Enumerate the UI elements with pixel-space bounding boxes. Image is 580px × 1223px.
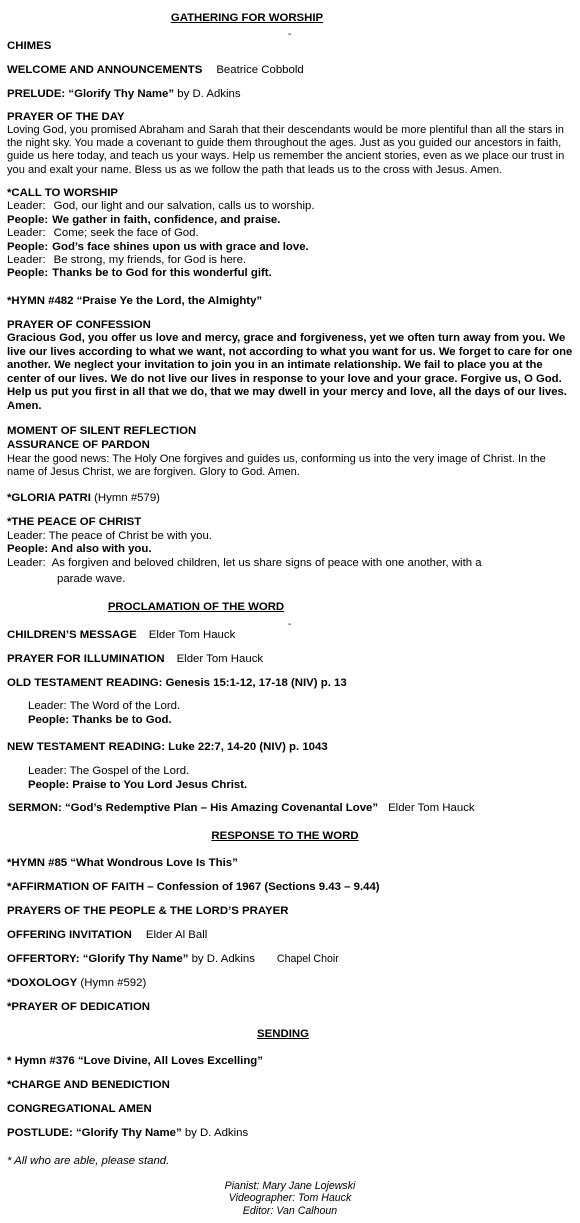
peace-leader-2-text: As forgiven and beloved children, let us share signs of peace with one another, with a [51,557,482,569]
doxology-label: *DOXOLOGY [7,977,78,989]
childrens-label: CHILDREN’S MESSAGE [7,629,137,641]
sermon-line [8,802,475,815]
call-text: God’s face shines upon us with grace and love. [52,241,309,253]
call-text: Be strong, my friends, for God is here. [53,254,247,266]
prelude-by: by D. Adkins [174,88,241,100]
confession-text: Gracious God, you offer us love and mercy, grace and forgiveness, yet we often turn away from you. We live our lives according to what we want, not according to what you want for us. We forget to care for one another. We neglect your invitation to join you in an intimate relationship. We fail to place you at the center of our lives. We do not live our lives in response to your love and your grace. Forgive us, O God. Help us put you first in all that we do, that we may dwell in your mercy and love, all the days of our lives. Amen. [7,332,573,412]
illumination-leader: Elder Tom Hauck [176,653,264,665]
hymn-482: *HYMN #482 “Praise Ye the Lord, the Almighty” [7,295,263,307]
nt-reading: NEW TESTAMENT READING: Luke 22:7, 14-20 (NIV) p. 1043 [7,741,328,753]
call-text: Thanks be to God for this wonderful gift. [52,267,272,279]
call-title: *CALL TO WORSHIP [7,187,118,199]
peace-leader-2 [7,557,482,570]
call-who: People: [7,214,49,226]
offering-line [7,929,207,942]
welcome-line [7,64,304,77]
gloria-line [7,492,160,505]
peace-leader-1: Leader: The peace of Christ be with you. [7,530,212,542]
nt-leader: Leader: The Gospel of the Lord. [28,765,190,777]
section-gathering-heading: GATHERING FOR WORSHIP [170,12,324,24]
call-text: God, our light and our salvation, calls us to worship. [53,200,315,212]
call-line [7,200,315,213]
call-text: We gather in faith, confidence, and praise. [52,214,281,226]
assurance-title: ASSURANCE OF PARDON [7,439,150,451]
prayer-of-dedication: *PRAYER OF DEDICATION [7,1001,151,1013]
call-who: Leader: [7,200,46,212]
postlude-line [7,1127,248,1140]
gloria-label: *GLORIA PATRI [7,492,91,504]
nt-people: People: Praise to You Lord Jesus Christ. [28,779,248,791]
hymn-376: * Hymn #376 “Love Divine, All Loves Excelling” [7,1055,263,1067]
charge-and-benediction: *CHARGE AND BENEDICTION [7,1079,170,1091]
offering-label: OFFERING INVITATION [7,929,132,941]
prayers-of-people: PRAYERS OF THE PEOPLE & THE LORD’S PRAYER [7,905,289,917]
sermon-label: SERMON: “God’s Redemptive Plan – His Amazing Covenantal Love” [8,802,379,814]
peace-title: *THE PEACE OF CHRIST [7,516,142,528]
prelude-line [7,88,241,101]
affirmation: *AFFIRMATION OF FAITH – Confession of 1967 (Sections 9.43 – 9.44) [7,881,380,893]
silent-reflection: MOMENT OF SILENT REFLECTION [7,425,197,437]
call-who: People: [7,267,49,279]
assurance-text: Hear the good news: The Holy One forgives and guides us, conforming us into the very image of Christ. In the name of Jesus Christ, we are forgiven. Glory to God. Amen. [7,453,546,479]
postlude-by: by D. Adkins [181,1127,249,1139]
ot-people: People: Thanks be to God. [28,714,172,726]
call-line [7,214,280,227]
peace-leader-2-cont: parade wave. [57,573,126,585]
call-line [7,267,272,280]
offertory-label: OFFERTORY: “Glorify Thy Name” [7,953,189,965]
postlude-label: POSTLUDE: “Glorify Thy Name” [7,1127,182,1139]
sermon-leader: Elder Tom Hauck [388,802,475,814]
offertory-choir: Chapel Choir [276,953,339,965]
section-proclamation-heading: PROCLAMATION OF THE WORD [107,601,285,613]
chimes: CHIMES [7,40,52,52]
confession-title: PRAYER OF CONFESSION [7,319,151,331]
call-line [7,227,199,240]
section-response-heading: RESPONSE TO THE WORD [211,830,359,842]
doxology-line [7,977,146,990]
prayer-day-text: Loving God, you promised Abraham and Sarah that their descendants would be more plentiful than all the stars in the night sky. You made a covenant to guide them throughout the ages. Just as you guided our ancestors in faith, guide us here today, and teach us your ways. Help us remember the ancient stories, even as we place our trust in you and exalt your name. Bless us as we follow the path that leads us to the cross with Jesus. Amen. [7,124,565,176]
call-who: People: [7,241,49,253]
welcome-title: WELCOME AND ANNOUNCEMENTS [7,64,203,76]
ot-leader: Leader: The Word of the Lord. [28,700,181,712]
childrens-leader: Elder Tom Hauck [148,629,236,641]
welcome-leader: Beatrice Cobbold [216,64,304,76]
offertory-by: by D. Adkins [188,953,255,965]
prelude-label: PRELUDE: “Glorify Thy Name” [7,88,175,100]
illumination-line [7,653,263,666]
hymn-85: *HYMN #85 “What Wondrous Love Is This” [7,857,238,869]
call-who: Leader: [7,227,46,239]
call-who: Leader: [7,254,46,266]
peace-people: People: And also with you. [7,543,152,555]
offering-leader: Elder Al Ball [145,929,208,941]
credit-editor: Editor: Van Calhoun [242,1204,338,1217]
credit-pianist: Pianist: Mary Jane Lojewski [224,1180,356,1192]
congregational-amen: CONGREGATIONAL AMEN [7,1103,152,1115]
section-sending-heading: SENDING [257,1028,309,1040]
ot-reading: OLD TESTAMENT READING: Genesis 15:1-12, 17-18 (NIV) p. 13 [7,677,347,689]
stand-note: * All who are able, please stand. [7,1155,170,1167]
childrens-line [7,629,235,642]
dash-mark: - [288,619,292,630]
illumination-label: PRAYER FOR ILLUMINATION [7,653,165,665]
doxology-hymn: (Hymn #592) [77,977,147,989]
call-line [7,254,246,267]
prayer-day-title: PRAYER OF THE DAY [7,111,125,123]
credits [7,1180,573,1217]
offertory-line [7,953,339,966]
peace-leader-2-who: Leader: [7,557,46,569]
dash-mark: - [288,29,292,40]
gloria-hymn: (Hymn #579) [90,492,160,504]
credit-videographer: Videographer: Tom Hauck [228,1192,352,1205]
call-text: Come; seek the face of God. [53,227,199,239]
call-line [7,241,309,254]
